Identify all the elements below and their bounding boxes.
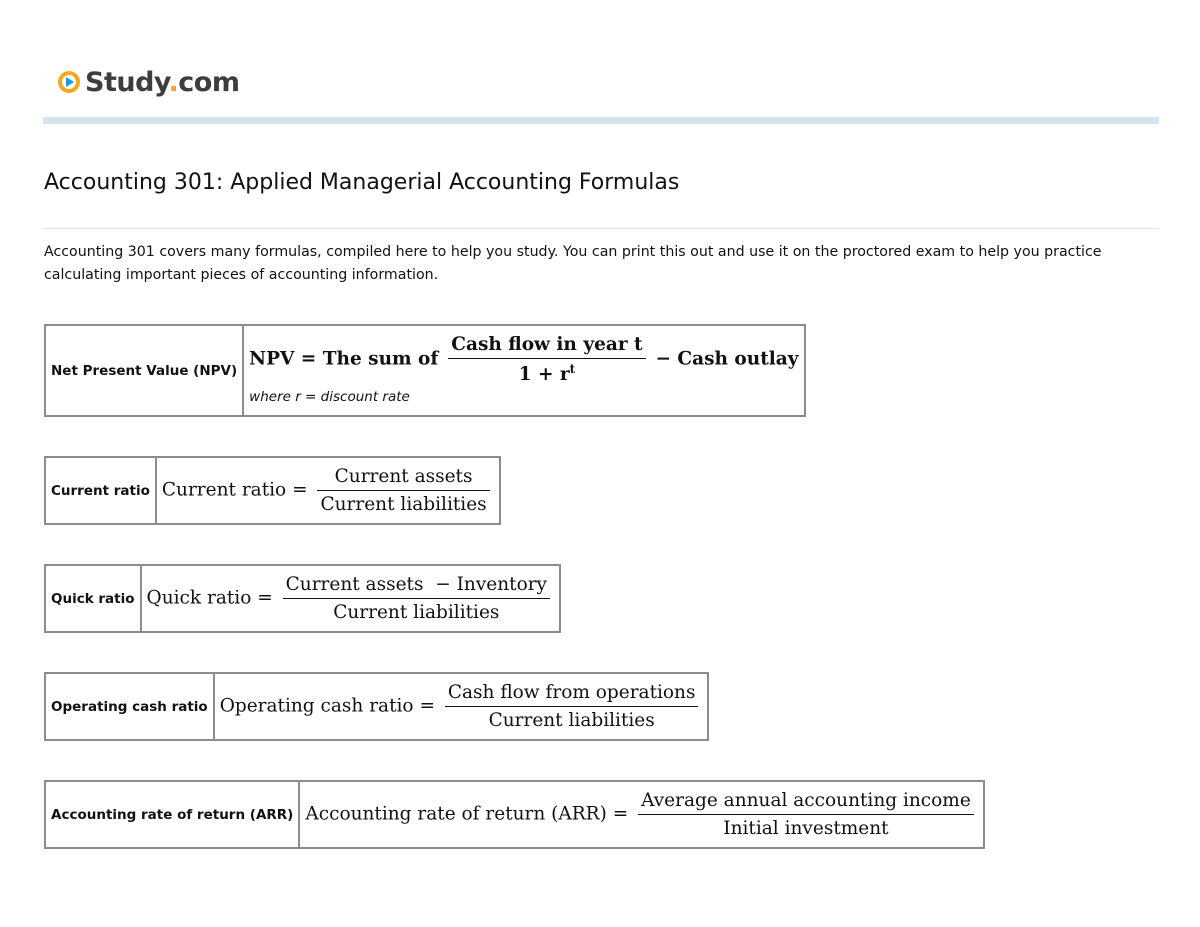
operating-cash-ratio-numerator: Cash flow from operations xyxy=(445,682,699,707)
operating-cash-ratio-formula xyxy=(214,673,709,740)
npv-lhs: NPV = The sum of xyxy=(249,348,439,370)
arr-denominator: Initial investment xyxy=(723,818,889,839)
current-ratio-lhs: Current ratio = xyxy=(161,479,308,501)
operating-cash-ratio-label: Operating cash ratio xyxy=(45,673,214,740)
page-title: Accounting 301: Applied Managerial Accounting Formulas xyxy=(44,170,680,195)
npv-denominator: $1 + r^t$ xyxy=(518,361,576,386)
operating-cash-ratio-table xyxy=(44,672,709,741)
arr-numerator: Average annual accounting income xyxy=(638,790,974,815)
arr-formula xyxy=(299,781,983,848)
logo-text: Study.com xyxy=(85,66,240,98)
operating-cash-ratio-fraction xyxy=(445,682,699,731)
arr-label: Accounting rate of return (ARR) xyxy=(45,781,299,848)
current-ratio-numerator: Current assets xyxy=(317,466,489,491)
current-ratio-formula xyxy=(156,457,500,524)
header-divider xyxy=(43,117,1159,124)
current-ratio-denominator: Current liabilities xyxy=(320,494,487,515)
arr-table xyxy=(44,780,985,849)
current-ratio-label: Current ratio xyxy=(45,457,156,524)
npv-note: where r = discount rate xyxy=(249,389,410,406)
quick-ratio-table xyxy=(44,564,561,633)
npv-formula-table xyxy=(44,324,806,417)
arr-lhs: Accounting rate of return (ARR) = xyxy=(305,803,629,825)
quick-ratio-label: Quick ratio xyxy=(45,565,141,632)
npv-numerator: Cash flow in year t xyxy=(448,334,645,359)
current-ratio-table xyxy=(44,456,501,525)
npv-formula xyxy=(243,325,804,416)
quick-ratio-formula xyxy=(141,565,560,632)
intro-paragraph: Accounting 301 covers many formulas, compiled here to help you study. You can print this out and use it on the proctored exam to help you practice calculating important pieces of accounting information. xyxy=(44,244,1102,283)
study-logo[interactable] xyxy=(58,64,240,100)
quick-ratio-lhs: Quick ratio = xyxy=(146,587,273,609)
npv-fraction xyxy=(448,334,645,385)
npv-rhs: − Cash outlay xyxy=(655,348,799,370)
quick-ratio-fraction xyxy=(283,574,550,623)
operating-cash-ratio-denominator: Current liabilities xyxy=(488,710,655,731)
title-divider xyxy=(43,228,1159,229)
arr-fraction xyxy=(638,790,974,839)
play-icon xyxy=(58,71,80,93)
npv-label: Net Present Value (NPV) xyxy=(45,325,243,416)
npv-exponent: t xyxy=(569,361,576,376)
current-ratio-fraction xyxy=(317,466,489,515)
quick-ratio-numerator: Current assets − Inventory xyxy=(283,574,550,599)
quick-ratio-denominator: Current liabilities xyxy=(333,602,500,623)
operating-cash-ratio-lhs: Operating cash ratio = xyxy=(219,695,435,717)
